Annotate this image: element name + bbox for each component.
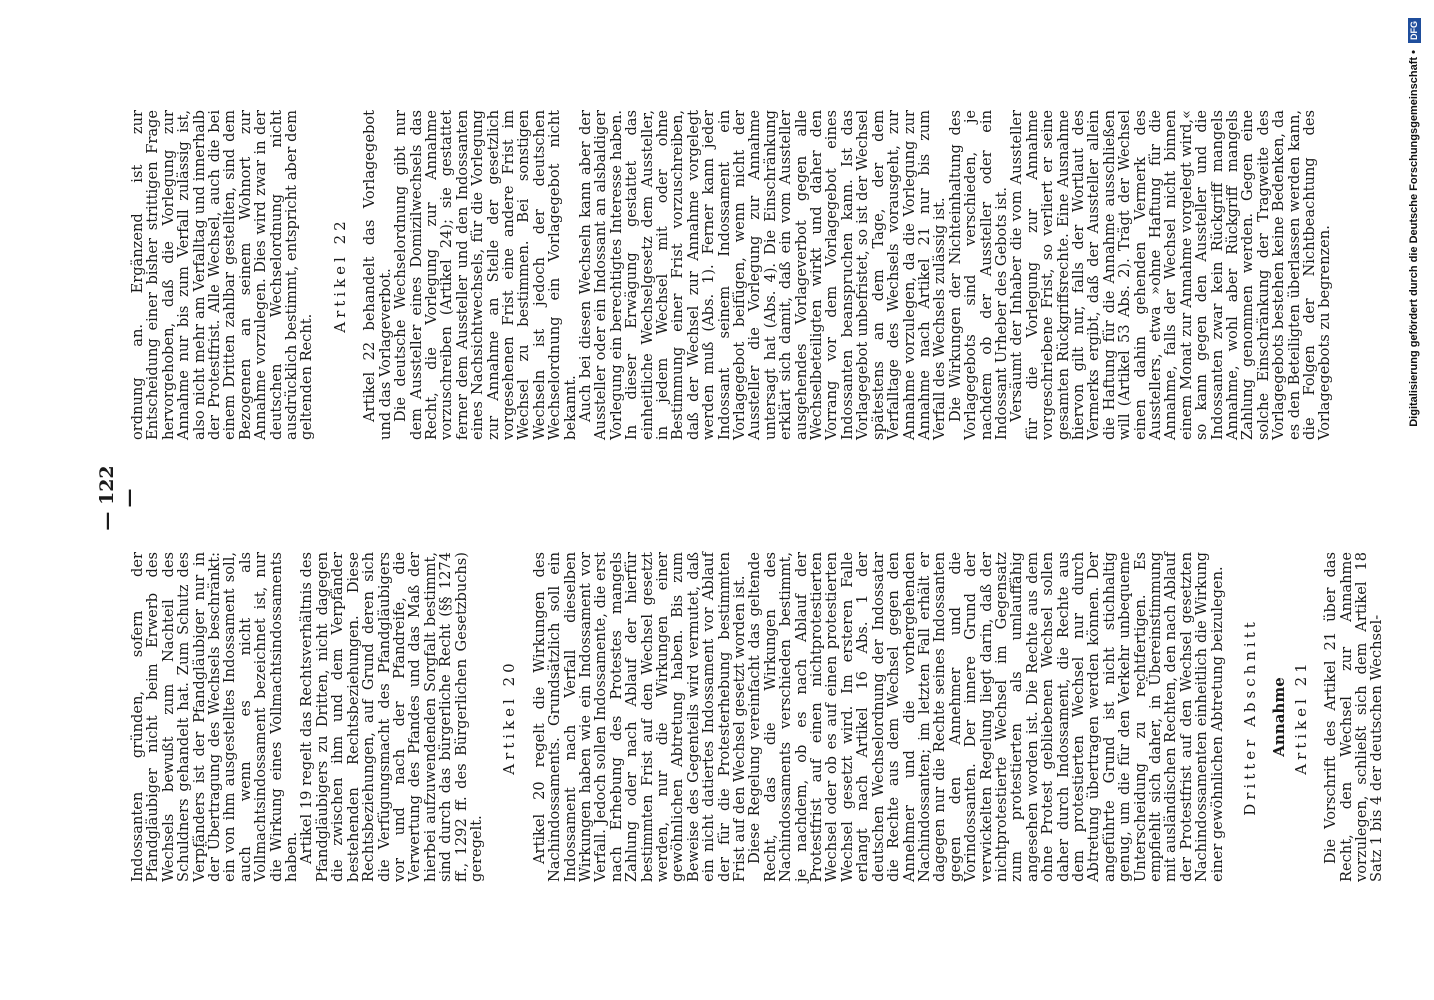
section-heading: Dritter Abschnitt bbox=[1241, 618, 1260, 816]
section-title: Annahme bbox=[1270, 677, 1289, 757]
paragraph: ordnung an. Ergänzend ist zur Entscheidung einer bisher strittigen Frage hervorgehoben, daß die Vorlegung zur Annahme nur bis zum Verfall zulässig ist, also nicht mehr am Verfalltag und innerhalb der Protestfrist. Alle Wechsel, auch die bei einem Dritten zahlbar gestellten, sind dem Bezogenen an seinem Wohnort zur Annahme vorzulegen. Dies wird zwar in der deutschen Wechselordnung nicht ausdrücklich bestimmt, entspricht aber dem geltenden Recht. bbox=[129, 110, 316, 440]
page-number: — 122 — bbox=[96, 465, 140, 531]
paragraph: Artikel 22 behandelt das Vorlagegebot und das Vorlageverbot. bbox=[361, 110, 394, 440]
dfg-logo: DFG bbox=[1408, 18, 1421, 43]
paragraph: Die Vorschrift des Artikel 21 über das Recht, den Wechsel zur Annahme vorzulegen, schließt sich dem Artikel 18 Satz 1 bis 4 der deutschen Wechsel- bbox=[1322, 552, 1386, 882]
article-heading: Artikel 22 bbox=[330, 217, 349, 333]
paragraph: Indossanten gründen, sofern der Pfandgläubiger nicht beim Erwerb des Wechsels bewußt zum Nachteil des Schuldners gehandelt hat. Zum Schutz des Verpfänders ist der Pfandgläubiger nur in der Übertragung des Wechsels beschränkt: ein von ihm ausgestelltes Indossament soll, auch wenn es nicht als Vollmachtsindossament bezeichnet ist, nur die Wirkung eines Vollmachtsindossaments haben. bbox=[129, 552, 301, 882]
paragraph: Auch bei diesen Wechseln kann aber der Aussteller oder ein Indossant an alsbaldiger Vorlegung ein berechtigtes Interesse haben. In dieser Erwägung gestattet das einheitliche Wechselgesetz dem Aussteller, in jedem Wechsel mit oder ohne Bestimmung einer Frist vorzuschreiben, daß der Wechsel zur Annahme vorgelegt werden muß (Abs. 1). Ferner kann jeder Indossant seinem Indossament ein Vorlagegebot beifügen, wenn nicht der Aussteller die Vorlegung zur Annahme untersagt hat (Abs. 4). Die Einschränkung erklärt sich damit, daß ein vom Aussteller ausgehendes Vorlageverbot gegen alle Wechselbeteiligten wirkt und daher den Vorrang vor dem Vorlagegebot eines Indossanten beanspruchen kann. Ist das Vorlagegebot unbefristet, so ist der Wechsel spätestens an dem Tage, der dem Verfalltage des Wechsels vorausgeht, zur Annahme vorzulegen, da die Vorlegung zur Annahme nach Artikel 21 nur bis zum Verfall des Wechsels zulässig ist. bbox=[576, 110, 949, 440]
paragraph: Die deutsche Wechselordnung gibt nur dem Aussteller eines Domizilwechsels das Recht, die Vorlegung zur Annahme vorzuschreiben (Artikel 24); sie gestattet ferner dem Aussteller und den Indossanten eines Nachsichtwechsels, für die Vorlegung zur Annahme an Stelle der gesetzlich vorgesehenen Frist eine andere Frist im Wechsel zu bestimmen. Bei sonstigen Wechseln ist jedoch der deutschen Wechselordnung ein Vorlagegebot nicht bekannt. bbox=[392, 110, 579, 440]
paragraph: Artikel 19 regelt das Rechtsverhältnis des Pfandgläubigers zu Dritten, nicht dagegen die zwischen ihm und dem Verpfänder bestehenden Rechtsbeziehungen. Diese Rechtsbeziehungen, auf Grund deren sich die Verfügungsmacht des Pfandgläubigers vor und nach der Pfandreife, die Verwertung des Pfandes und das Maß der hierbei aufzuwendenden Sorgfalt bestimmt, sind durch das bürgerliche Recht (§§ 1274 ff., 1292 ff. des Bürgerlichen Gesetzbuchs) geregelt. bbox=[298, 552, 485, 882]
left-column bbox=[130, 552, 1385, 882]
digitization-footer bbox=[1399, 8, 1429, 998]
article-heading: Artikel 21 bbox=[1291, 659, 1310, 775]
paragraph: Diese Regelung vereinfacht das geltende Recht, das die Wirkungen des Nachindossaments verschieden bestimmt, je nachdem, ob es nach Ablauf der Protestfrist auf einen nichtprotestierten Wechsel oder ob es auf einen protestierten Wechsel gesetzt wird. Im ersteren Falle erlangt nach Artikel 16 Abs. 1 der deutschen Wechselordnung der Indossatar die Rechte aus dem Wechsel gegen den Annehmer und die vorhergehenden Nachindossanten; im letzten Fall erhält er dagegen nur die Rechte seines Indossanten gegen den Annehmer und die Vorindossanten. Der innere Grund der verwickelten Regelung liegt darin, daß der nichtprotestierte Wechsel im Gegensatz zum protestierten als umlauffähig angesehen worden ist. Die Rechte aus dem ohne Protest gebliebenen Wechsel sollen daher durch Indossament, die Rechte aus dem protestierten Wechsel nur durch Abtretung übertragen werden können. Der angeführte Grund ist nicht stichhaltig genug, um die für den Verkehr unbequeme Unterscheidung zu rechtfertigen. Es empfiehlt sich daher, in Übereinstimmung mit ausländischen Rechten, den nach Ablauf der Protestfrist auf den Wechsel gesetzten Nachindossamenten einheitlich die Wirkung einer gewöhnlichen Abtretung beizulegen. bbox=[746, 552, 1226, 882]
footer-text: Digitalisierung gefördert durch die Deutsche Forschungsgemeinschaft • bbox=[1408, 50, 1420, 427]
right-column bbox=[130, 110, 1333, 440]
paragraph: Versäumt der Inhaber die vom Aussteller für die Vorlegung zur Annahme vorgeschriebene Frist, so verliert er seine gesamten Rückgriffsrechte. Eine Ausnahme hiervon gilt nur, falls der Wortlaut des Vermerks ergibt, daß der Aussteller allein die Haftung für die Annahme ausschließen will (Artikel 53 Abs. 2). Trägt der Wechsel einen dahin gehenden Vermerk des Ausstellers, etwa »ohne Haftung für die Annahme, falls der Wechsel nicht binnen einem Monat zur Annahme vorgelegt wird,« so kann gegen den Aussteller und die Indossanten zwar kein Rückgriff mangels Annahme, wohl aber Rückgriff mangels Zahlung genommen werden. Gegen eine solche Einschränkung der Tragweite des Vorlagegebots bestehen keine Bedenken, da es den Beteiligten überlassen werden kann, die Folgen der Nichtbeachtung des Vorlagegebots zu begrenzen. bbox=[1008, 110, 1334, 440]
paragraph: Die Wirkungen der Nichteinhaltung des Vorlagegebots sind verschieden, je nachdem ob der Aussteller oder ein Indossant Urheber des Gebots ist. bbox=[946, 110, 1010, 440]
article-heading: Artikel 20 bbox=[500, 659, 519, 775]
paragraph: Artikel 20 regelt die Wirkungen des Nachindossaments. Grundsätzlich soll ein Indossament nach Verfall dieselben Wirkungen haben wie ein Indossament vor Verfall. Jedoch sollen Indossamente, die erst nach Erhebung des Protestes mangels Zahlung oder nach Ablauf der hierfür bestimmten Frist auf den Wechsel gesetzt werden, nur die Wirkungen einer gewöhnlichen Abtretung haben. Bis zum Beweise des Gegenteils wird vermutet, daß ein nicht datiertes Indossament vor Ablauf der für die Protesterhebung bestimmten Frist auf den Wechsel gesetzt worden ist. bbox=[530, 552, 749, 882]
